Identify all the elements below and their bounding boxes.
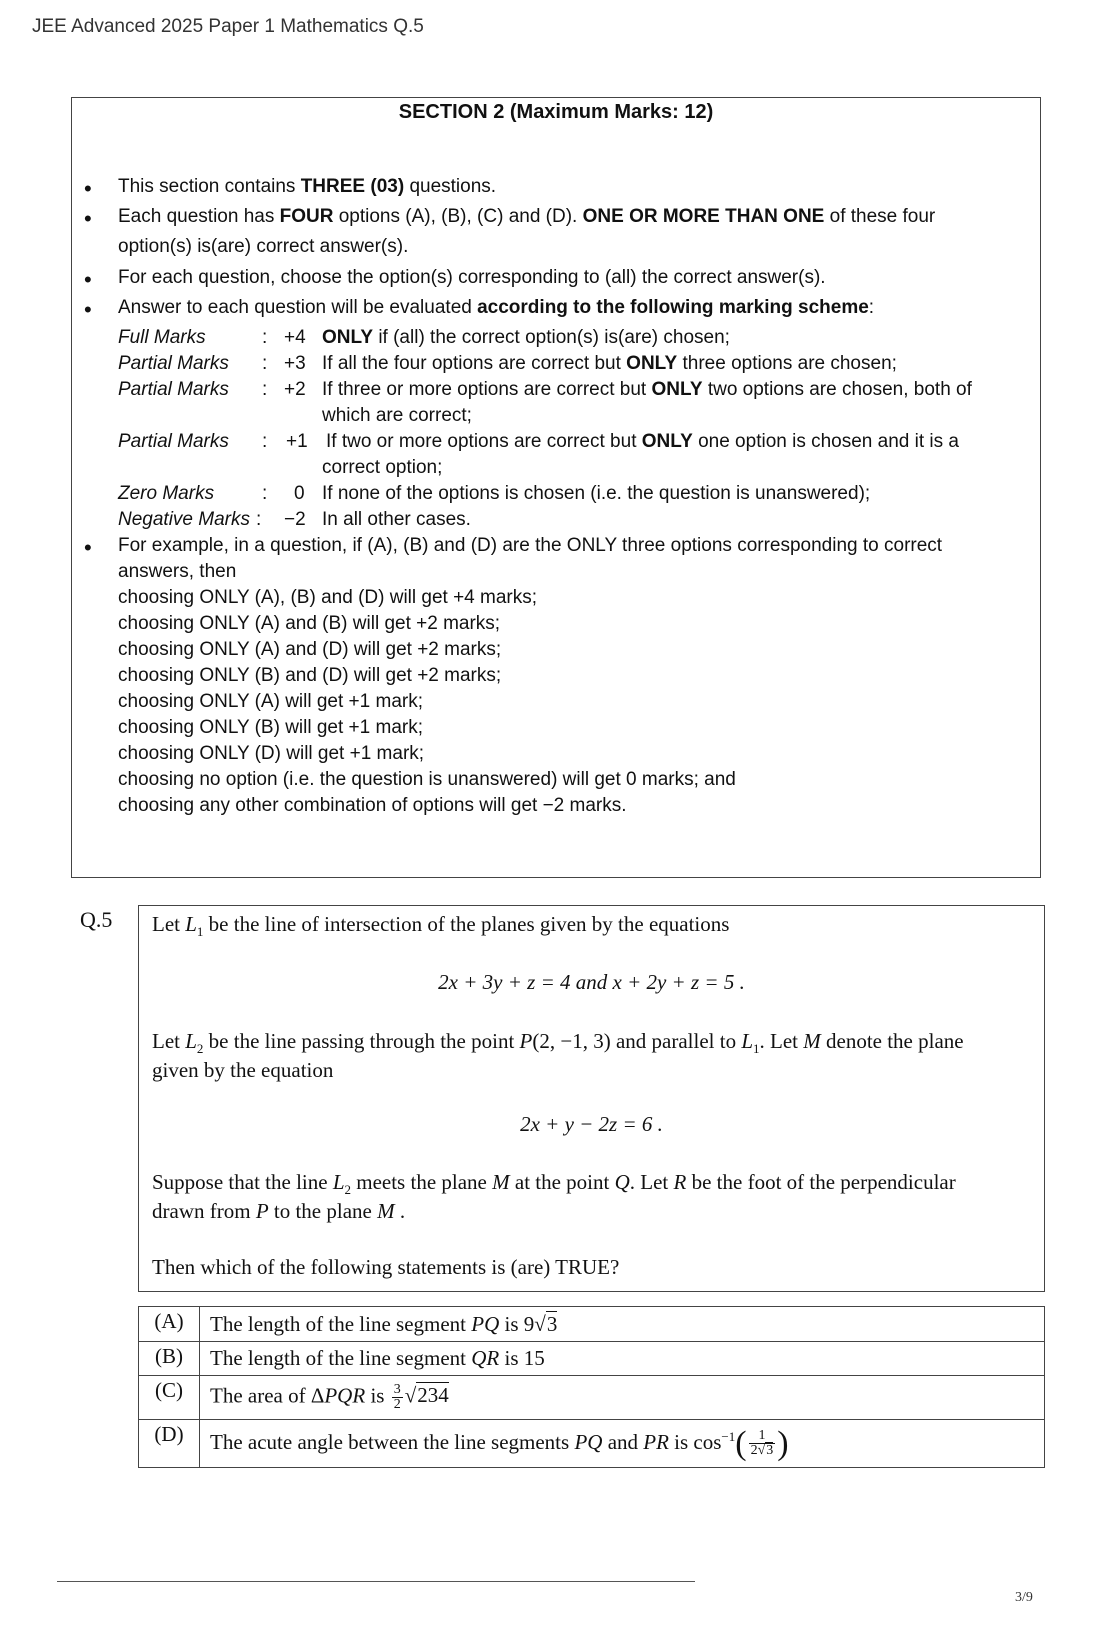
question-number: Q.5 [80,907,113,932]
option-letter-d: (D) [139,1420,200,1468]
option-row-b [139,1342,1045,1376]
question-paragraph-1: Let $L_1$ be the line of intersection of the planes given by the equations [152,912,730,940]
option-letter-c: (C) [139,1376,200,1420]
bullet-icon: • [84,176,92,201]
question-prompt: Then which of the following statements is (are) TRUE? [152,1255,620,1279]
question-paragraph-3: Suppose that the line $L_2$ meets the plane M at the point Q. Let R be the foot of the perpendicular [152,1170,956,1198]
example-line: choosing ONLY (A), (B) and (D) will get +4 marks; [118,587,538,608]
bullet-icon: • [84,267,92,292]
fraction: $\frac{3}{2}$ [393,1382,401,1412]
option-row-d [139,1420,1045,1468]
instruction-marking-scheme: Answer to each question will be evaluated according to the following marking scheme: [118,297,875,318]
example-line: choosing any other combination of options will get −2 marks. [118,795,627,816]
example-line: choosing ONLY (A) and (D) will get +2 marks; [118,639,502,660]
question-paragraph-2-line2: given by the equation [152,1058,334,1082]
equation-planes: 2x + 3y + z = 4 and x + 2y + z = 5 . [438,970,745,994]
left-paren-icon: ( [735,1424,747,1462]
option-text-b: The length of the line segment QR is 15 [200,1342,1045,1376]
option-letter-a: (A) [139,1307,200,1342]
bullet-icon: • [84,206,92,231]
example-line: choosing ONLY (A) and (B) will get +2 marks; [118,613,501,634]
option-text-c: The area of ΔPQR is $\frac{3}{2}$ √234 [200,1376,1045,1420]
right-paren-icon: ) [777,1424,789,1462]
option-row-a [139,1307,1045,1342]
instruction-question-count: This section contains THREE (03) questions. [118,176,497,197]
bullet-icon: • [84,535,92,560]
example-line: choosing ONLY (D) will get +1 mark; [118,743,425,764]
section-title: SECTION 2 (Maximum Marks: 12) [398,101,714,123]
fraction: $\frac{1}{2√3}$ [750,1428,774,1458]
instruction-options: Each question has FOUR options (A), (B), (C) and (D). ONE OR MORE THAN ONE of these four [118,206,936,227]
bullet-icon: • [84,297,92,322]
example-line: choosing no option (i.e. the question is unanswered) will get 0 marks; and [118,769,736,790]
option-letter-b: (B) [139,1342,200,1376]
sqrt-icon: √ [404,1383,417,1408]
option-text-a: The length of the line segment PQ is 9√3 [200,1307,1045,1342]
sqrt-icon: √ [534,1311,546,1336]
instruction-choose: For each question, choose the option(s) corresponding to (all) the correct answer(s). [118,267,826,288]
option-row-c [139,1376,1045,1420]
question-box [138,905,1045,1292]
question-paragraph-3-line2: drawn from P to the plane M . [152,1199,406,1223]
option-text-d: The acute angle between the line segments PQ and PR is $\cos^{-1}$( $\frac{1}{2√3}$ ) [200,1420,1045,1468]
options-table [138,1306,1045,1468]
sqrt-icon: √ [757,1443,766,1458]
question-paragraph-2: Let $L_2$ be the line passing through the point P(2, −1, 3) and parallel to $L_1$. Let M denote the plane [152,1029,964,1057]
example-line: choosing ONLY (B) will get +1 mark; [118,717,424,738]
instruction-options-line2: option(s) is(are) correct answer(s). [118,236,409,257]
section-instructions-box: SECTION 2 (Maximum Marks: 12) • This section contains THREE (03) questions. • Each question has FOUR options (A), (B), (C) and (D). ONE OR MORE THAN ONE of these four option(s) is(are) correct answer(s). • For each question, choose the option(s) corresponding to (all) the correct answer(s). • Answer to each question will be evaluated according to the following marking scheme: Full Marks : +4 ONLY if (all) the correct option(s) is(are) chosen; Partial Marks : +3 If all the four options are correct but ONLY three options are chosen; Partial Marks : +2 If three or more options are correct but ONLY two options are chosen, both of which are correct; Partial Marks : +1 If two or more options are correct but ONLY one option is chosen and it is a correct option; Zero Marks : 0 If none of the options is chosen (i.e. the question is unanswered); Negative Marks : −2 In all other cases. • For example, in a question, if (A), (B) and (D) are the ONLY three options corresponding to correct answers, then choosing ONLY (A), (B) and (D) will get +4 marks; choosing ONLY (A) and (B) will get +2 marks; choosing ONLY (A) and (D) will get +2 marks; choosing ONLY (B) and (D) will get +2 marks; choosing ONLY (A) will get +1 mark; choosing ONLY (B) will get +1 mark; choosing ONLY (D) will get +1 mark; choosing no option (i.e. the question is unanswered) will get 0 marks; and choosing any other combination of options will get −2 marks. [71,97,1041,878]
example-line: choosing ONLY (B) and (D) will get +2 marks; [118,665,502,686]
example-line: choosing ONLY (A) will get +1 mark; [118,691,424,712]
example-intro-line2: answers, then [118,561,237,582]
equation-plane-m: 2x + y − 2z = 6 . [520,1112,663,1136]
footer-divider [57,1581,695,1582]
document-header-title: JEE Advanced 2025 Paper 1 Mathematics Q.5 [32,16,424,37]
example-intro: For example, in a question, if (A), (B) and (D) are the ONLY three options corresponding to correct [118,535,943,556]
page-number: 3/9 [1015,1590,1033,1605]
